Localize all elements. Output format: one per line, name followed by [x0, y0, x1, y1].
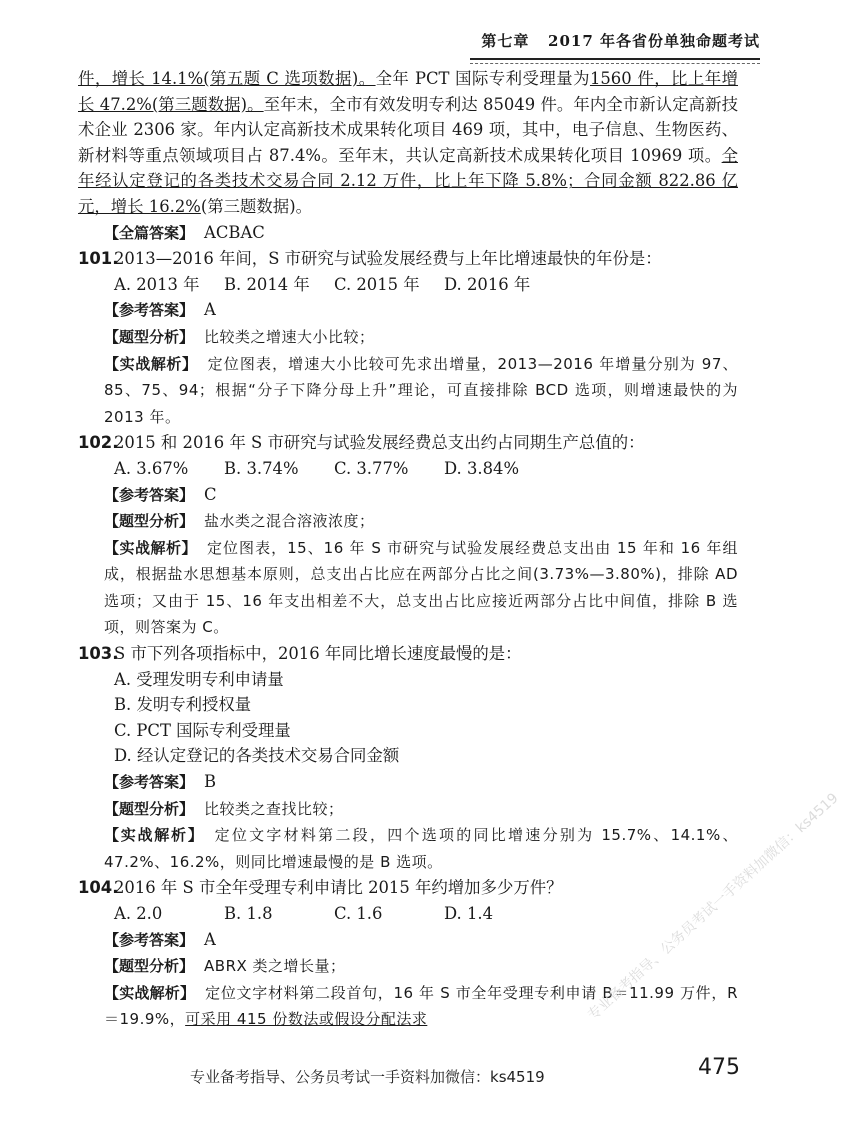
solve-text: 定位文字材料第二段首句，16 年 S 市全年受理专利申请 B＝11.99 万件，R＝19.9%， [104, 983, 738, 1029]
answer-value: C [204, 484, 217, 504]
answer-value: A [204, 300, 216, 320]
option-a: A. 2013 年 [114, 274, 200, 294]
option-a: A. 受理发明专利申请量 [114, 669, 284, 689]
type-value: 比较类之查找比较； [204, 799, 344, 818]
option-a: A. 2.0 [114, 904, 163, 923]
watermark: 专业备考指导、公务员考试一手资料加微信：ks4519 [584, 790, 842, 1024]
option-c: C. 3.77% [334, 458, 409, 478]
options-row [78, 901, 738, 927]
solve-label: 【实战解析】 [104, 826, 205, 845]
header-divider [470, 58, 760, 64]
full-answer-value: ACBAC [204, 222, 265, 242]
chapter-label: 第七章 [481, 32, 530, 50]
options-row [78, 456, 738, 482]
question-text: 2013—2016 年间，S 市研究与试验发展经费与上年比增速最快的年份是： [114, 249, 662, 269]
option-d: D. 3.84% [444, 458, 520, 478]
answer-label: 【参考答案】 [104, 773, 195, 792]
solve-text-underlined: 可采用 415 份数法或假设分配法求 [185, 1010, 428, 1029]
question-number: 103. [78, 644, 119, 664]
option-d: D. 1.4 [444, 904, 494, 923]
intro-underlined-3: 全年经认定登记的各类技术交易合同 2.12 万件，比上年下降 5.8%；合同金额 822.86 亿元，增长 16.2% [78, 145, 738, 216]
page-body [78, 66, 738, 1033]
solve-text: 定位文字材料第二段，四个选项的同比增速分别为 15.7%、14.1%、47.2%、16.2%，则同比增速最慢的是 B 选项。 [104, 826, 738, 871]
question-103 [78, 641, 738, 875]
intro-text-3: 利达 85049 件。年内全市新认定高新技术企业 2306 家。年内认定高新技术成果转化项目 469 项，其中，电子信息、生物医药、新材料等重点领域项目占 87.4%。至年末，共认定高新技术成果转化项目 10969 项。 [78, 94, 739, 165]
full-answer [78, 220, 738, 247]
answer-label: 【参考答案】 [104, 301, 195, 320]
options-row [78, 272, 738, 298]
answer-label: 【参考答案】 [104, 485, 195, 504]
option-c: C. 1.6 [334, 904, 383, 923]
solve-label: 【实战解析】 [104, 538, 198, 557]
option-c: C. PCT 国际专利受理量 [114, 720, 291, 740]
answer-value: A [204, 929, 216, 949]
question-number: 102. [78, 433, 119, 453]
full-answer-label: 【全篇答案】 [104, 223, 195, 242]
answer-value: B [204, 772, 217, 792]
page-number: 475 [698, 1055, 740, 1080]
question-text: S 市下列各项指标中，2016 年同比增长速度最慢的是： [114, 644, 522, 664]
question-text: 2015 和 2016 年 S 市研究与试验发展经费总支出约占同期生产总值的： [114, 433, 645, 453]
intro-text-1: 全年 PCT 国际专利受理量为 [375, 69, 590, 88]
question-101 [78, 246, 738, 430]
type-label: 【题型分析】 [104, 799, 195, 818]
footer-text: 专业备考指导、公务员考试一手资料加微信：ks4519 [190, 1068, 545, 1086]
solve-text: 定位图表，增速大小比较可先求出增量，2013—2016 年增量分别为 97、85、75、94；根据“分子下降分母上升”理论，可直接排除 BCD 选项，则增速最快的为 2013 年。 [104, 354, 738, 426]
intro-paragraph [78, 66, 738, 220]
answer-label: 【参考答案】 [104, 930, 195, 949]
question-number: 101. [78, 249, 119, 269]
intro-underlined-2: 1560 件，比上年增长 47.2%(第三题数据)。 [78, 69, 738, 114]
question-text: 2016 年 S 市全年受理专利申请比 2015 年约增加多少万件？ [114, 878, 563, 898]
option-b: B. 1.8 [224, 904, 273, 923]
intro-text-4: (第三题数据)。 [200, 196, 312, 216]
type-value: 盐水类之混合溶液浓度； [204, 512, 375, 531]
type-value: 比较类之增速大小比较； [204, 327, 375, 346]
solve-label: 【实战解析】 [104, 354, 198, 373]
chapter-title: 2017 年各省份单独命题考试 [548, 32, 760, 50]
question-102 [78, 430, 738, 641]
question-104 [78, 875, 738, 1033]
type-label: 【题型分析】 [104, 957, 195, 976]
option-b: B. 发明专利授权量 [114, 695, 252, 715]
option-d: D. 2016 年 [444, 274, 531, 294]
intro-text-2: 至年末，全市有效发明专 [263, 94, 445, 114]
question-number: 104. [78, 878, 119, 898]
intro-underlined-1: 件，增长 14.1%(第五题 C 选项数据)。 [78, 69, 376, 88]
type-label: 【题型分析】 [104, 327, 195, 346]
option-a: A. 3.67% [114, 458, 189, 478]
option-c: C. 2015 年 [334, 274, 420, 294]
running-header [60, 30, 760, 56]
option-b: B. 3.74% [224, 458, 299, 478]
solve-text: 定位图表，15、16 年 S 市研究与试验发展经费总支出由 15 年和 16 年组成，根据盐水思想基本原则，总支出占比应在两部分占比之间(3.73%—3.80%)，排除 AD 选项；又由于 15、16 年支出相差不大，总支出占比应接近两部分占比中间值，排除 B 选项，则答案为 C。 [104, 538, 738, 637]
type-label: 【题型分析】 [104, 512, 195, 531]
option-b: B. 2014 年 [224, 274, 310, 294]
option-d: D. 经认定登记的各类技术交易合同金额 [114, 746, 400, 766]
type-value: ABRX 类之增长量； [204, 957, 346, 976]
solve-label: 【实战解析】 [104, 983, 196, 1002]
